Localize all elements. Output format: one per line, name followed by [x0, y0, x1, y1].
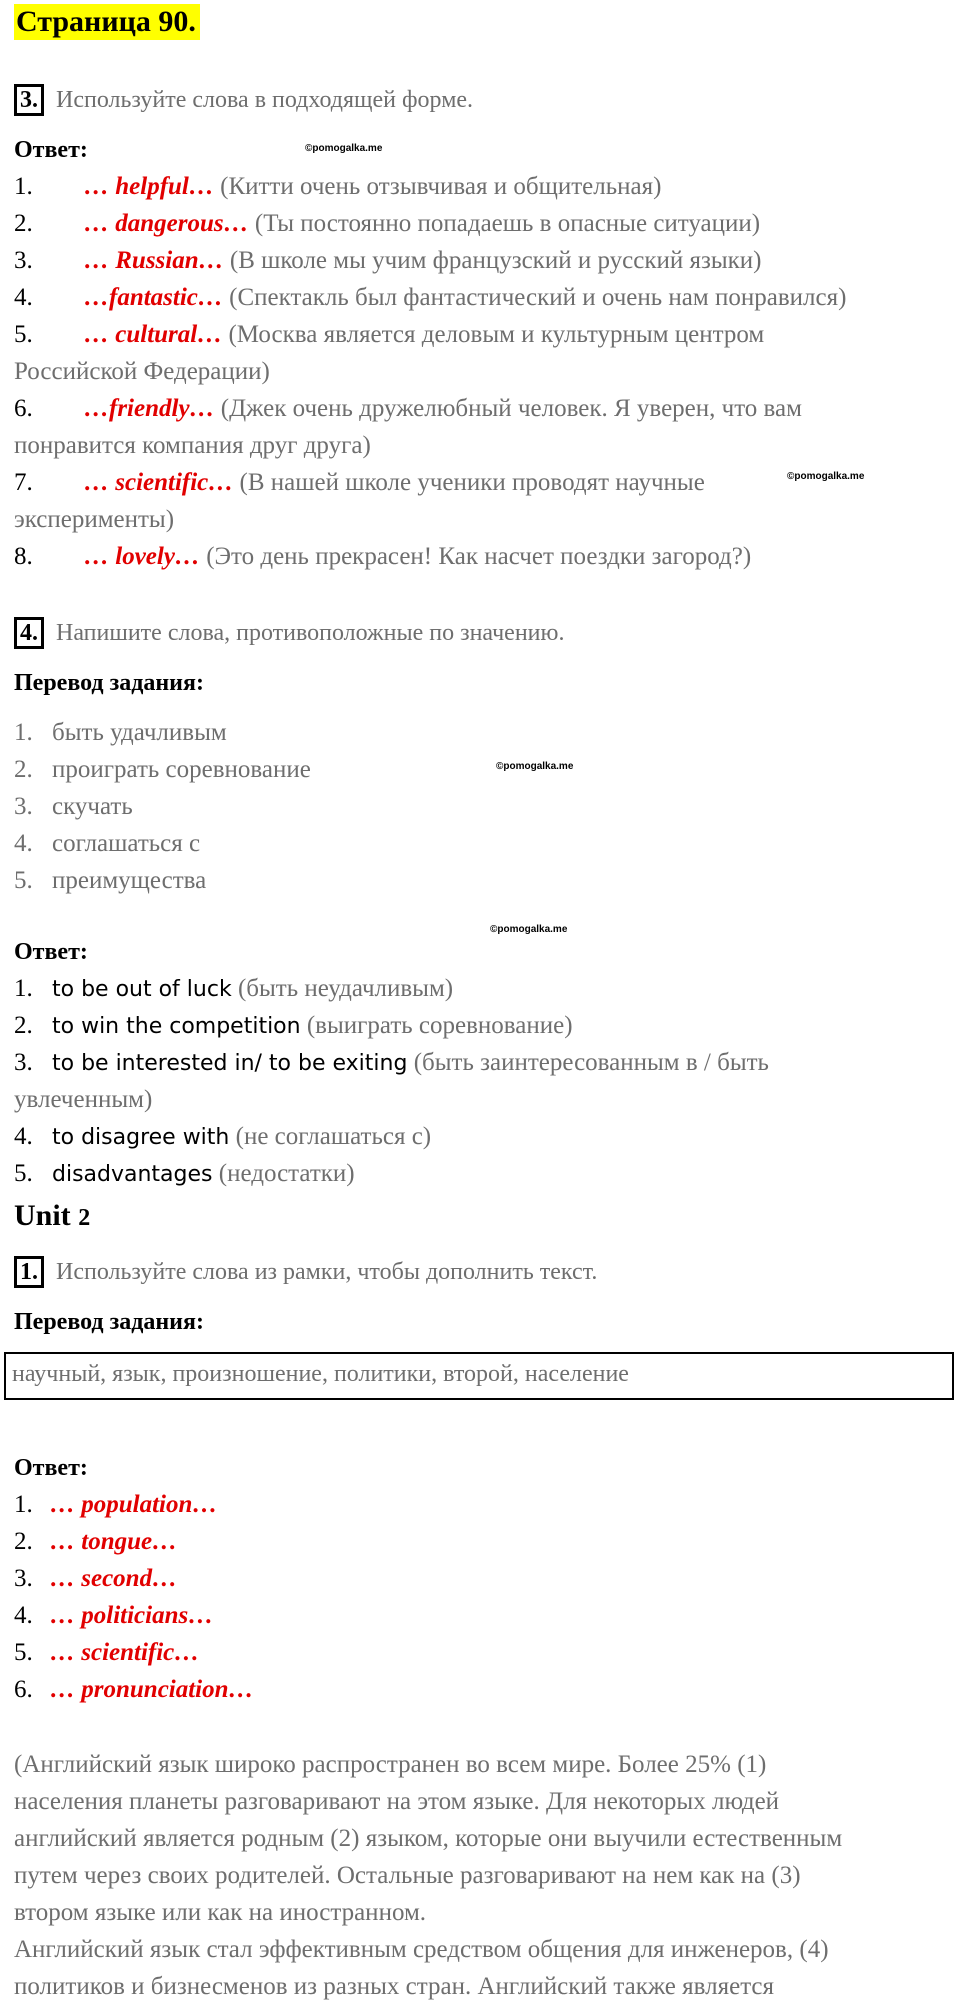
- item-translation-continued: эксперименты): [14, 506, 175, 533]
- unit-title: Unit: [14, 1199, 71, 1232]
- item-number: 7.: [14, 469, 33, 496]
- item-number: 3.: [14, 1049, 33, 1076]
- item-number: 5.: [14, 321, 33, 348]
- item-translation-continued: понравится компания друг друга): [14, 432, 371, 459]
- item-number: 2.: [14, 1012, 33, 1039]
- answer-word: … tongue…: [50, 1528, 178, 1555]
- task3-instruction: Используйте слова в подходящей форме.: [56, 87, 474, 113]
- item-text: соглашаться с: [52, 830, 201, 857]
- translation-item: [14, 714, 227, 751]
- answer-russian: (быть неудачливым): [237, 975, 454, 1002]
- answer-word: … scientific…: [50, 1639, 200, 1666]
- task4-number: 4.: [14, 617, 44, 649]
- task4-answer-label: Ответ:: [14, 939, 88, 965]
- task1-instruction: Используйте слова из рамки, чтобы дополнить текст.: [56, 1259, 598, 1285]
- answer-row: [14, 1007, 573, 1045]
- item-number: 1.: [14, 173, 33, 200]
- answer-word: … Russian…: [84, 247, 224, 274]
- watermark: ©pomogalka.me: [305, 143, 383, 154]
- answer-word: … helpful…: [84, 173, 214, 200]
- item-number: 8.: [14, 543, 33, 570]
- item-number: 2.: [14, 210, 33, 237]
- answer-row: [14, 279, 846, 316]
- item-number: 5.: [14, 867, 33, 894]
- answer-english: to be out of luck: [52, 977, 232, 1002]
- answer-row: [14, 390, 802, 427]
- item-text: быть удачливым: [52, 719, 227, 746]
- answer-word: … dangerous…: [84, 210, 249, 237]
- task4-header: [14, 617, 564, 649]
- item-number: 2.: [14, 1528, 33, 1555]
- watermark: ©pomogalka.me: [490, 924, 568, 935]
- answer-word: … politicians…: [50, 1602, 214, 1629]
- item-number: 1.: [14, 1491, 33, 1518]
- item-number: 5.: [14, 1639, 33, 1666]
- item-translation: (Спектакль был фантастический и очень нам понравился): [229, 284, 847, 311]
- task1-answer-label: Ответ:: [14, 1455, 88, 1481]
- task1-header: [14, 1256, 597, 1288]
- paragraph-line: втором языке или как на иностранном.: [14, 1899, 427, 1926]
- answer-row: [14, 242, 762, 279]
- answer-row: [14, 1560, 177, 1597]
- answer-row: [14, 1597, 213, 1634]
- item-number: 3.: [14, 247, 33, 274]
- item-translation: (Ты постоянно попадаешь в опасные ситуации): [254, 210, 761, 237]
- answer-russian-continued: увлеченным): [14, 1086, 153, 1113]
- page-title: Страница 90.: [14, 4, 200, 40]
- answer-row: [14, 168, 661, 205]
- paragraph-line: населения планеты разговаривают на этом языке. Для некоторых людей: [14, 1788, 780, 1815]
- item-number: 4.: [14, 1123, 33, 1150]
- unit-number: 2: [78, 1205, 91, 1231]
- paragraph-line: (Английский язык широко распространен во всем мире. Более 25% (1): [14, 1751, 767, 1778]
- answer-word: … second…: [50, 1565, 178, 1592]
- item-translation: (Джек очень дружелюбный человек. Я уверен, что вам: [220, 395, 802, 422]
- answer-word: … population…: [50, 1491, 218, 1518]
- task1-translation-label: Перевод задания:: [14, 1309, 204, 1335]
- item-translation: (В школе мы учим французский и русский языки): [229, 247, 762, 274]
- answer-row: [14, 1118, 431, 1156]
- paragraph-line: английский является родным (2) языком, которые они выучили естественным: [14, 1825, 843, 1852]
- item-number: 4.: [14, 284, 33, 311]
- item-number: 3.: [14, 1565, 33, 1592]
- item-translation: (В нашей школе ученики проводят научные: [239, 469, 705, 496]
- item-number: 3.: [14, 793, 33, 820]
- item-number: 5.: [14, 1160, 33, 1187]
- paragraph-line: путем через своих родителей. Остальные разговаривают на нем как на (3): [14, 1862, 801, 1889]
- answer-row: [14, 970, 453, 1008]
- item-text: скучать: [52, 793, 133, 820]
- translation-item: [14, 825, 200, 862]
- task1-number: 1.: [14, 1256, 44, 1288]
- answer-row: [14, 1155, 355, 1193]
- item-number: 1.: [14, 975, 33, 1002]
- task4-instruction: Напишите слова, противоположные по значению.: [56, 620, 565, 646]
- answer-russian: (не соглашаться с): [235, 1123, 432, 1150]
- answer-word: … scientific…: [84, 469, 234, 496]
- item-number: 6.: [14, 1676, 33, 1703]
- answer-english: to disagree with: [52, 1125, 230, 1150]
- item-number: 4.: [14, 1602, 33, 1629]
- item-translation: (Китти очень отзывчивая и общительная): [220, 173, 662, 200]
- item-number: 4.: [14, 830, 33, 857]
- item-translation: (Это день прекрасен! Как насчет поездки загород?): [206, 543, 752, 570]
- answer-row: [14, 1486, 217, 1523]
- answer-russian: (недостатки): [218, 1160, 355, 1187]
- task4-translation-label: Перевод задания:: [14, 670, 204, 696]
- answer-word: …fantastic…: [84, 284, 223, 311]
- item-text: преимущества: [52, 867, 207, 894]
- answer-word: … pronunciation…: [50, 1676, 254, 1703]
- translation-item: [14, 862, 206, 899]
- word-box-text: научный, язык, произношение, политики, второй, население: [12, 1361, 629, 1387]
- paragraph-line: Английский язык стал эффективным средством общения для инженеров, (4): [14, 1936, 829, 1963]
- item-number: 6.: [14, 395, 33, 422]
- answer-english: disadvantages: [52, 1162, 213, 1187]
- item-translation-continued: Российской Федерации): [14, 358, 270, 385]
- answer-row: [14, 205, 760, 242]
- watermark: ©pomogalka.me: [496, 761, 574, 772]
- answer-word: …friendly…: [84, 395, 215, 422]
- item-number: 1.: [14, 719, 33, 746]
- answer-row: [14, 316, 764, 353]
- paragraph-line: политиков и бизнесменов из разных стран. Английский также является: [14, 1973, 775, 2000]
- answer-row: [14, 1671, 254, 1708]
- task3-header: [14, 84, 473, 116]
- answer-row: [14, 464, 705, 501]
- answer-word: … cultural…: [84, 321, 223, 348]
- answer-row: [14, 1523, 177, 1560]
- item-text: проиграть соревнование: [52, 756, 311, 783]
- item-translation: (Москва является деловым и культурным центром: [228, 321, 765, 348]
- translation-item: [14, 751, 311, 788]
- answer-english: to be interested in/ to be exiting: [52, 1051, 408, 1076]
- answer-english: to win the competition: [52, 1014, 301, 1039]
- answer-word: … lovely…: [84, 543, 200, 570]
- answer-row: [14, 1044, 769, 1082]
- answer-russian: (выиграть соревнование): [306, 1012, 573, 1039]
- task3-number: 3.: [14, 84, 44, 116]
- unit-heading: [14, 1198, 90, 1236]
- task3-answer-label: Ответ:: [14, 137, 88, 163]
- answer-russian: (быть заинтересованным в / быть: [413, 1049, 769, 1076]
- watermark: ©pomogalka.me: [787, 471, 865, 482]
- answer-row: [14, 538, 751, 575]
- answer-row: [14, 1634, 199, 1671]
- translation-item: [14, 788, 133, 825]
- item-number: 2.: [14, 756, 33, 783]
